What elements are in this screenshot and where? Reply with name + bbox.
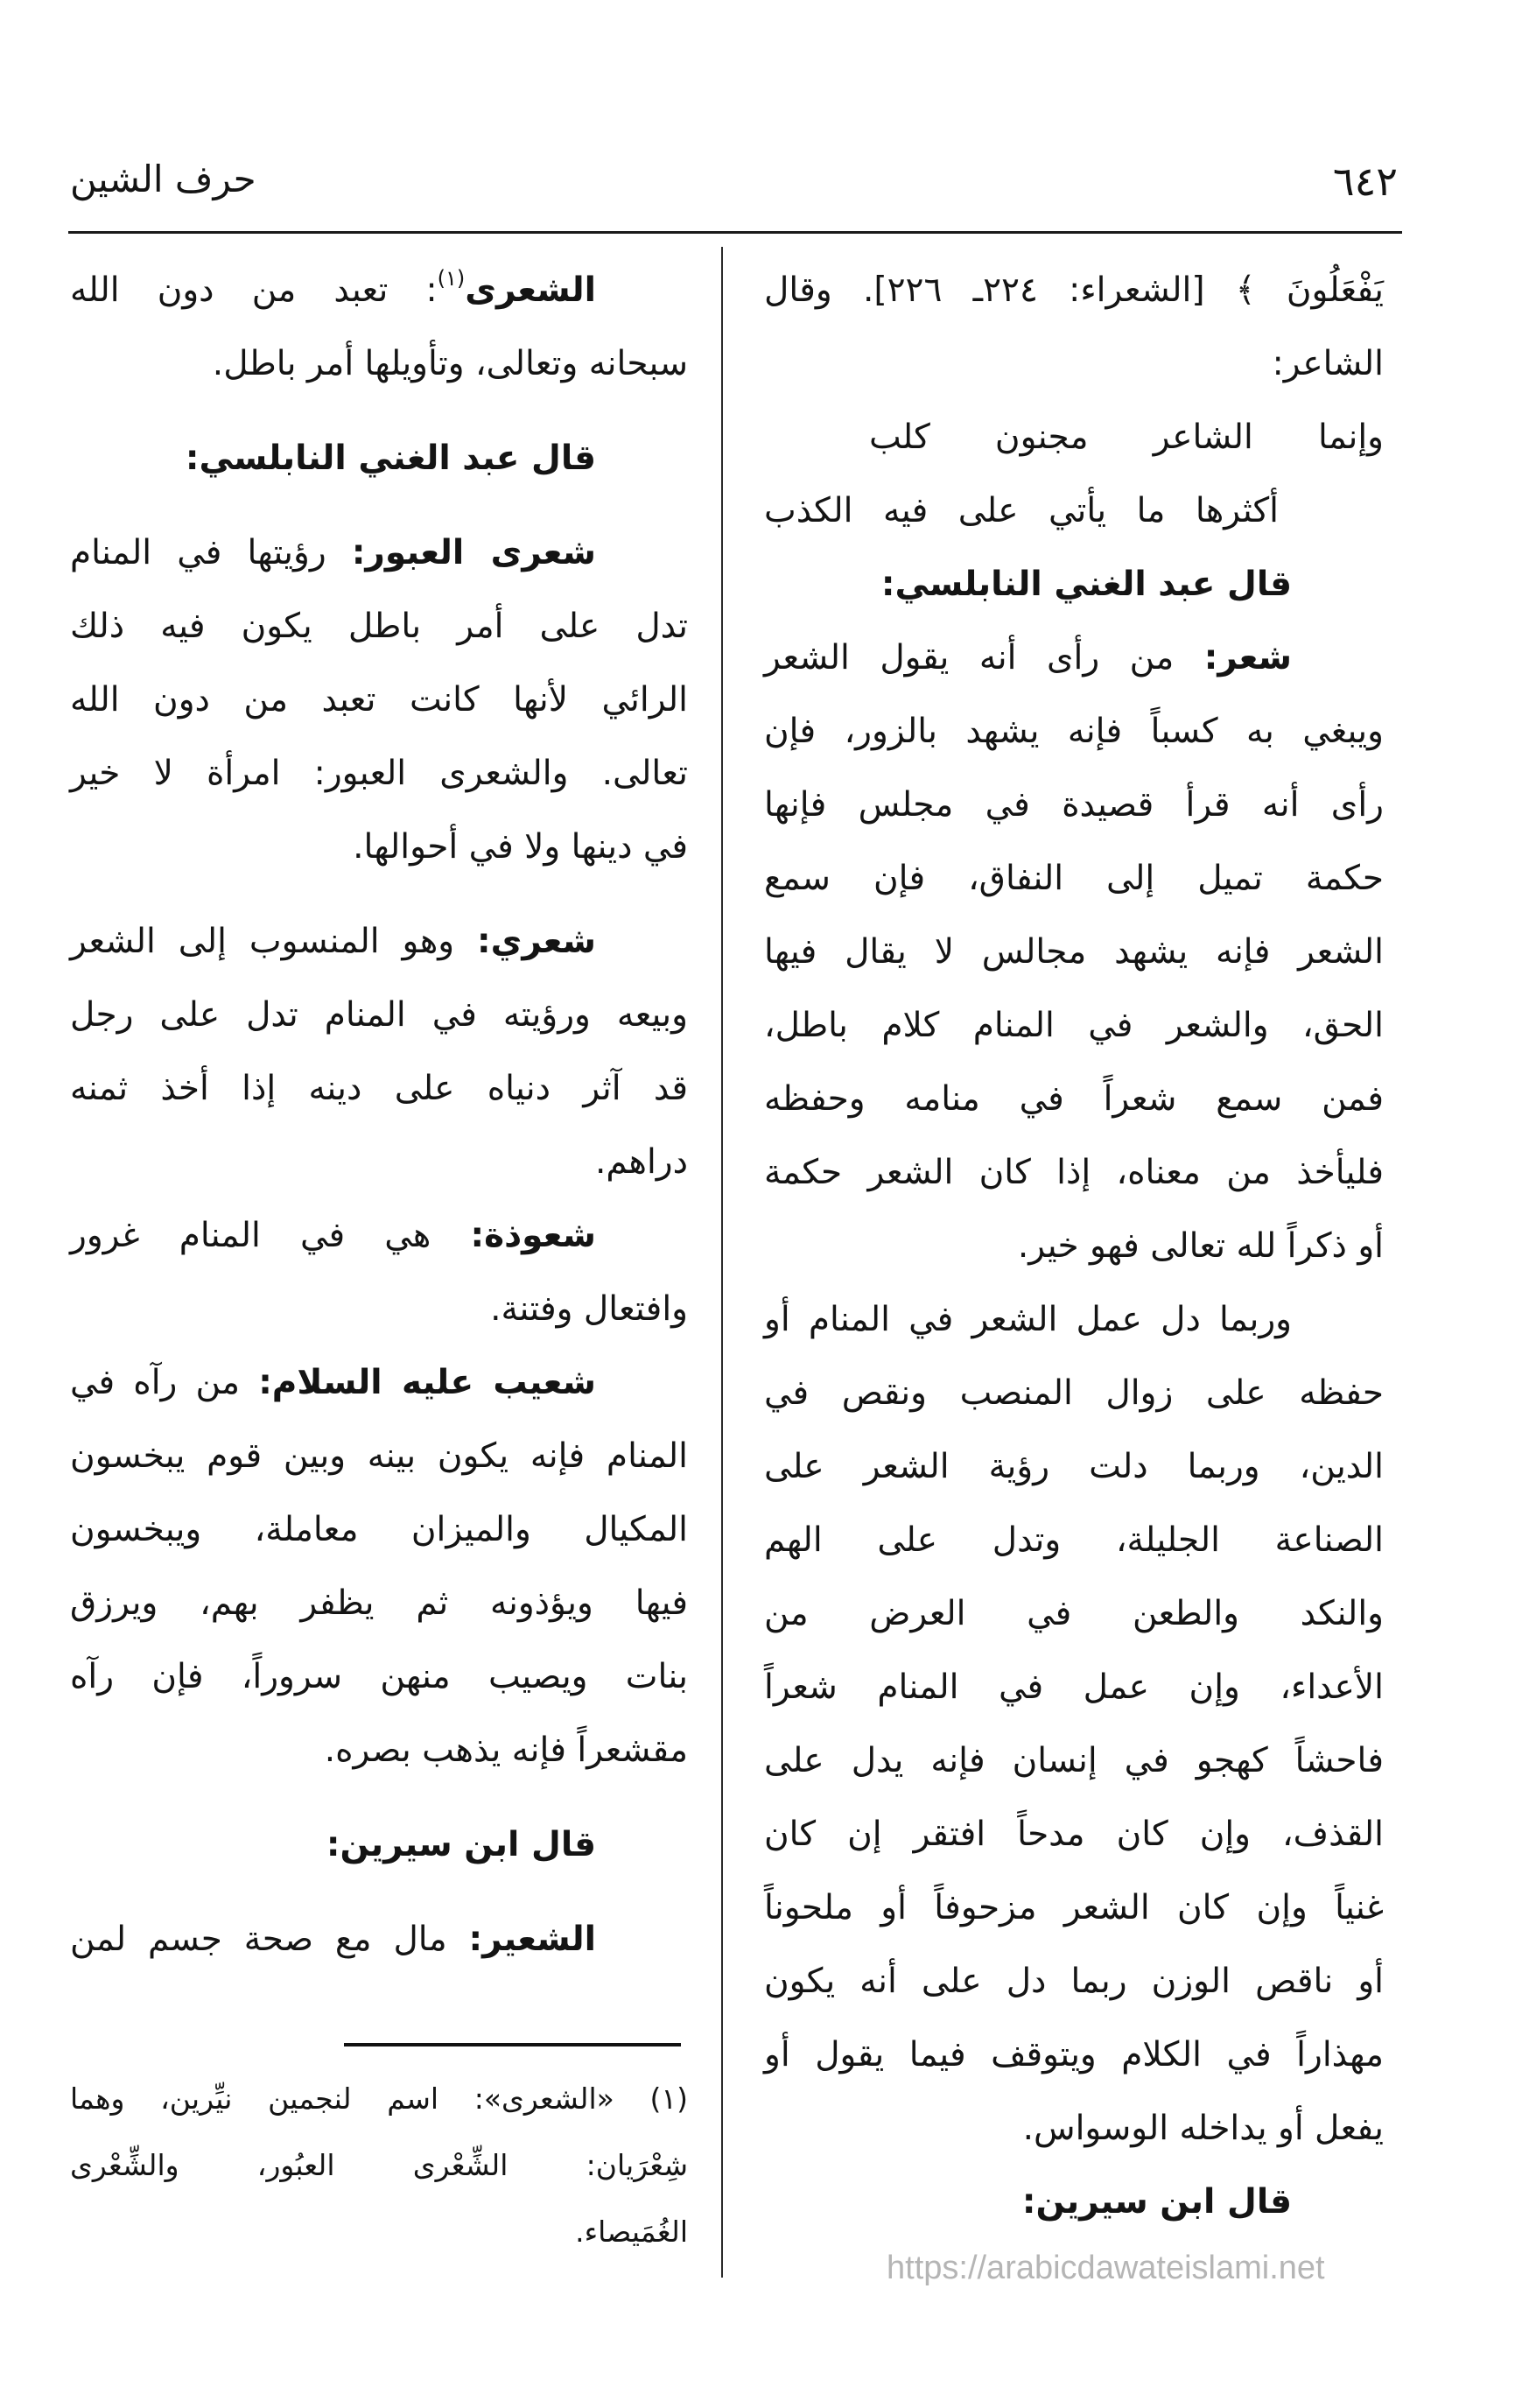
line-text: من رآه في (70, 1363, 259, 1402)
text-line (764, 769, 1384, 842)
line-text: شِعْرَيان: الشِّعْرى العبُور، والشِّعْرى (70, 2148, 688, 2182)
text-line (70, 1052, 688, 1126)
line-text: قال عبد الغني النابلسي: (880, 565, 1292, 604)
right-column (764, 254, 1384, 2239)
line-text: وافتعال وفتنة. (490, 1289, 688, 1329)
text-line (70, 1567, 688, 1640)
text-line (70, 737, 688, 811)
line-text: وربما دل عمل الشعر في المنام أو (764, 1300, 1292, 1339)
line-text: أكثرها ما يأتي على فيه الكذب (764, 491, 1279, 530)
text-line (764, 401, 1384, 474)
line-text: رؤيتها في المنام (70, 533, 352, 572)
line-text: في دينها ولا في أحوالها. (353, 827, 688, 867)
text-line (764, 2092, 1384, 2166)
text-line (70, 590, 688, 663)
line-text: فليأخذ من معناه، إذا كان الشعر حكمة (764, 1153, 1384, 1192)
text-line (764, 695, 1384, 769)
line-text: : تعبد من دون الله (70, 270, 438, 310)
text-line (764, 1136, 1384, 1210)
text-line (70, 905, 688, 979)
text-line (764, 1724, 1384, 1798)
line-text: مال مع صحة جسم لمن (70, 1920, 469, 1959)
line-text: قد آثر دنياه على دينه إذا أخذ ثمنه (70, 1069, 688, 1108)
line-text: دراهم. (595, 1142, 688, 1182)
text-line (764, 916, 1384, 989)
text-line (764, 1871, 1384, 1945)
text-line (70, 1714, 688, 1787)
text-line (764, 474, 1384, 548)
line-text: قال ابن سيرين: (1021, 2182, 1292, 2222)
text-line (70, 1903, 688, 1976)
line-text: مهذاراً في الكلام ويتوقف فيما يقول أو (764, 2035, 1384, 2075)
line-text: يَفْعَلُونَ ﴾ [الشعراء: ٢٢٤ـ ٢٢٦]. وقال (764, 270, 1384, 310)
text-line (70, 2066, 688, 2132)
text-line (70, 811, 688, 884)
text-line (70, 979, 688, 1052)
line-text: الصناعة الجليلة، وتدل على الهم (764, 1520, 1384, 1560)
line-text: الشعر فإنه يشهد مجالس لا يقال فيها (764, 932, 1384, 972)
line-text: أو ناقص الوزن ربما دل على أنه يكون (764, 1962, 1384, 2001)
section-heading (70, 1808, 688, 1882)
line-text: الغُمَيصاء. (575, 2215, 688, 2249)
text-line (764, 1063, 1384, 1136)
line-text: الحق، والشعر في المنام كلام باطل، (764, 1006, 1384, 1045)
left-column (70, 254, 688, 1976)
text-line (764, 1945, 1384, 2018)
line-text: فاحشاً كهجو في إنسان فإنه يدل على (764, 1741, 1384, 1780)
text-line (70, 1420, 688, 1493)
line-text: بنات ويصيب منهن سروراً، فإن رآه (70, 1657, 688, 1696)
page-number: ٦٤٢ (1332, 158, 1398, 205)
line-text: فيها ويؤذونه ثم يظفر بهم، ويرزق (70, 1583, 688, 1623)
line-text: الرائي لأنها كانت تعبد من دون الله (70, 680, 688, 720)
entry-headword: شعيب عليه السلام: (258, 1363, 596, 1402)
text-line (764, 1798, 1384, 1871)
line-text: مقشعراً فإنه يذهب بصره. (324, 1731, 688, 1770)
text-line (70, 1346, 688, 1420)
header-rule (68, 231, 1402, 234)
line-text: المنام فإنه يكون بينه وبين قوم يبخسون (70, 1436, 688, 1476)
line-text: الأعداء، وإن عمل في المنام شعراً (764, 1667, 1384, 1707)
text-line (70, 1493, 688, 1567)
line-text: القذف، وإن كان مدحاً افتقر إن كان (764, 1815, 1384, 1854)
entry-headword: شعري: (477, 922, 596, 961)
text-line (764, 1651, 1384, 1724)
text-line (764, 621, 1384, 695)
line-text: قال ابن سيرين: (326, 1825, 596, 1864)
line-text: تدل على أمر باطل يكون فيه ذلك (70, 607, 688, 646)
line-text: وبيعه ورؤيته في المنام تدل على رجل (70, 995, 688, 1035)
text-line (764, 989, 1384, 1063)
section-heading (764, 548, 1384, 621)
text-line (70, 327, 688, 401)
text-line (70, 1199, 688, 1273)
text-line (70, 663, 688, 737)
line-text: فمن سمع شعراً في منامه وحفظه (764, 1079, 1384, 1119)
line-text: الدين، وربما دلت رؤية الشعر على (764, 1447, 1384, 1486)
watermark-url: https://arabicdawateislami.net (887, 2250, 1325, 2286)
text-line (764, 2018, 1384, 2092)
line-text: ويبغي به كسباً فإنه يشهد بالزور، فإن (764, 712, 1384, 751)
text-line (70, 516, 688, 590)
footnote-rule (344, 2043, 681, 2046)
footnote-reference[interactable]: (١) (437, 266, 466, 291)
line-text: سبحانه وتعالى، وتأويلها أمر باطل. (212, 344, 688, 383)
entry-headword: الشعير: (468, 1920, 596, 1959)
text-line (764, 1504, 1384, 1577)
line-text: المكيال والميزان معاملة، ويبخسون (70, 1510, 688, 1549)
line-text: يفعل أو يداخله الوسواس. (1022, 2109, 1384, 2148)
text-line (70, 2199, 688, 2265)
text-line (764, 1210, 1384, 1283)
line-text: حفظه على زوال المنصب ونقص في (764, 1373, 1384, 1413)
column-divider (721, 247, 723, 2278)
text-line (70, 1126, 688, 1199)
line-text: رأى أنه قرأ قصيدة في مجلس فإنها (764, 785, 1384, 825)
entry-headword: شعرى العبور: (351, 533, 596, 572)
section-heading (764, 2166, 1384, 2239)
line-text: الشاعر: (1272, 344, 1384, 383)
text-line (70, 2132, 688, 2199)
line-text: حكمة تميل إلى النفاق، فإن سمع (764, 859, 1384, 898)
line-text: هي في المنام غرور (70, 1216, 471, 1255)
entry-headword: الشعرى (465, 270, 596, 310)
text-line (70, 1273, 688, 1346)
entry-headword: شعوذة: (470, 1216, 596, 1255)
text-line (70, 1640, 688, 1714)
line-text: أو ذكراً لله تعالى فهو خير. (1017, 1226, 1384, 1266)
text-line (764, 327, 1384, 401)
text-line (70, 254, 688, 327)
text-line (764, 1283, 1384, 1357)
line-text: قال عبد الغني النابلسي: (185, 439, 596, 478)
text-line (764, 1357, 1384, 1430)
line-text: والنكد والطعن في العرض من (764, 1594, 1384, 1633)
line-text: غنياً وإن كان الشعر مزحوفاً أو ملحوناً (764, 1888, 1384, 1927)
text-line (764, 1577, 1384, 1651)
line-text: وإنما الشاعر مجنون كلب (869, 418, 1384, 457)
text-line (764, 842, 1384, 916)
section-heading (70, 422, 688, 495)
line-text: من رأى أنه يقول الشعر (764, 638, 1204, 677)
line-text: (١) «الشعرى»: اسم لنجمين نيِّرين، وهما (70, 2082, 688, 2116)
line-text: وهو المنسوب إلى الشعر (70, 922, 478, 961)
text-line (764, 1430, 1384, 1504)
footnote (70, 2066, 688, 2265)
line-text: تعالى. والشعرى العبور: امرأة لا خير (70, 754, 688, 793)
running-header-title: حرف الشين (70, 158, 256, 200)
text-line (764, 254, 1384, 327)
entry-headword: شعر: (1203, 638, 1292, 677)
